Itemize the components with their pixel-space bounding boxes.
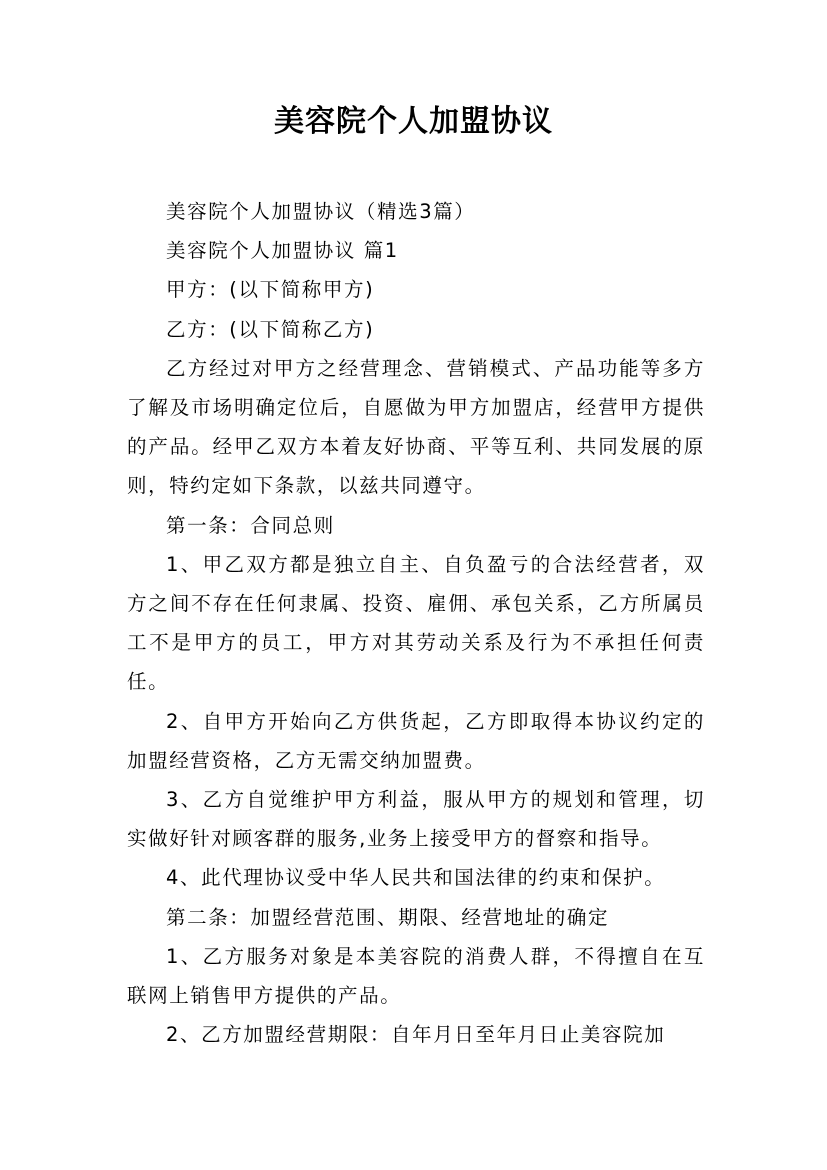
paragraph-preamble: 乙方经过对甲方之经营理念、营销模式、产品功能等多方了解及市场明确定位后，自愿做为甲方加盟店，经营甲方提供的产品。经甲乙双方本着友好协商、平等互利、共同发展的原则，特约定如下条款，以兹共同遵守。 [127,356,705,498]
paragraph-article-2-item-2: 2、乙方加盟经营期限：自年月日至年月日止美容院加 [166,1023,666,1047]
paragraph-article-1-item-3: 3、乙方自觉维护甲方利益，服从甲方的规划和管理，切实做好针对顾客群的服务,业务上接受甲方的督察和指导。 [127,788,705,851]
paragraph-article-1-item-4: 4、此代理协议受中华人民共和国法律的约束和保护。 [166,866,666,890]
paragraph-article-1-item-1: 1、甲乙双方都是独立自主、自负盈亏的合法经营者，双方之间不存在任何隶属、投资、雇佣、承包关系，乙方所属员工不是甲方的员工，甲方对其劳动关系及行为不承担任何责任。 [127,552,705,694]
paragraph-article-1-heading: 第一条：合同总则 [166,513,335,537]
paragraph-party-a: 甲方：(以下简称甲方) [166,278,375,302]
paragraph-article-2-item-1: 1、乙方服务对象是本美容院的消费人群，不得擅自在互联网上销售甲方提供的产品。 [127,944,705,1008]
paragraph-section-title: 美容院个人加盟协议 篇1 [166,239,399,263]
document-body [127,192,705,1054]
paragraph-article-1-item-2: 2、自甲方开始向乙方供货起，乙方即取得本协议约定的加盟经营资格，乙方无需交纳加盟费。 [127,709,705,772]
document-title: 美容院个人加盟协议 [274,104,553,139]
paragraph-article-2-heading: 第二条：加盟经营范围、期限、经营地址的确定 [166,905,610,929]
paragraph-intro: 美容院个人加盟协议（精选3篇） [166,200,476,223]
paragraph-party-b: 乙方：(以下简称乙方) [166,317,375,341]
